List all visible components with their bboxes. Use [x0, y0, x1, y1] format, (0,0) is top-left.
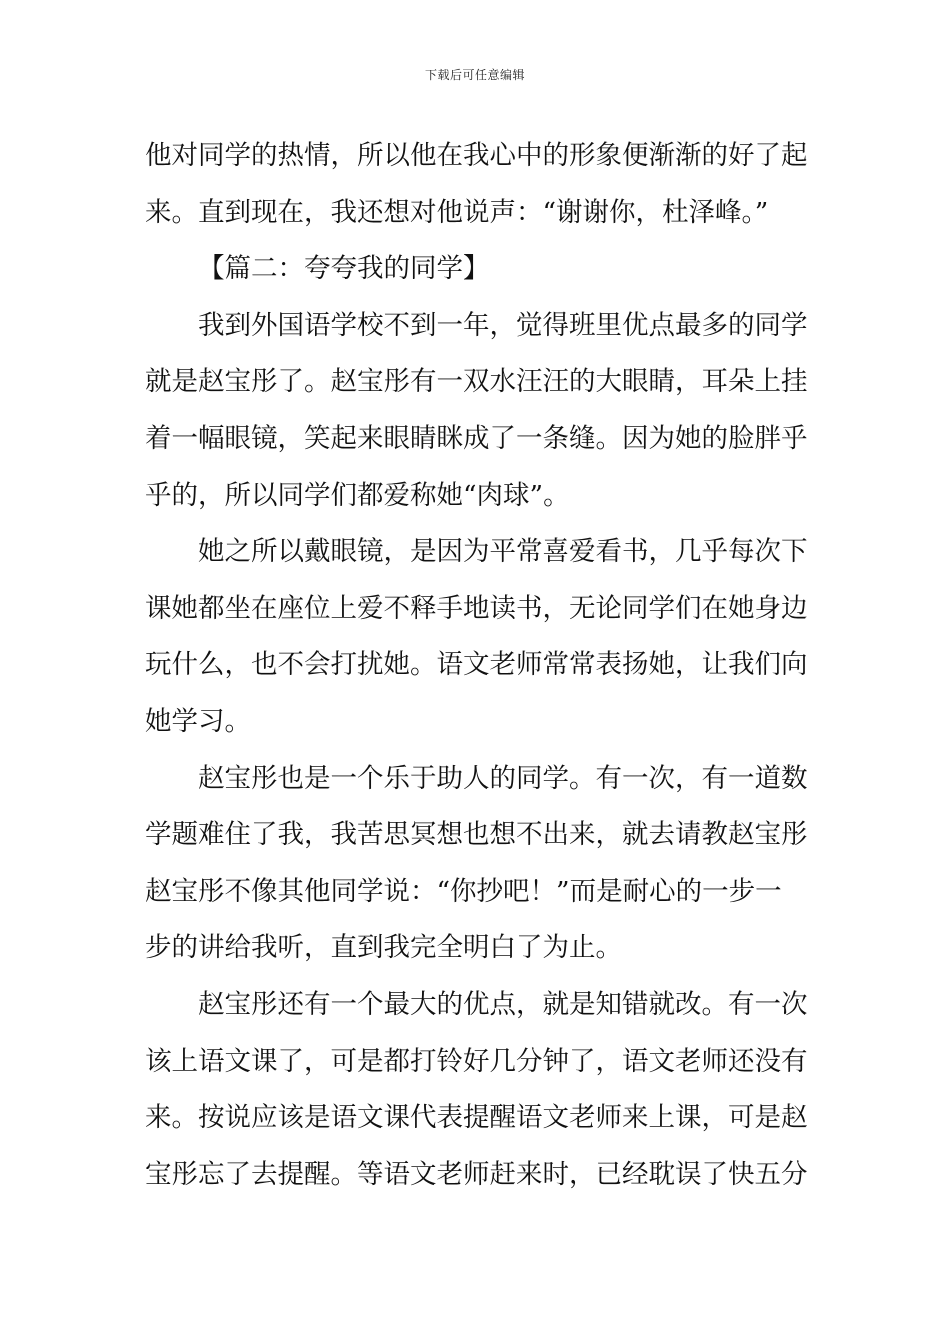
text-line: 就是赵宝彤了。赵宝彤有一双水汪汪的大眼睛，耳朵上挂 [145, 366, 808, 398]
text-line: 她学习。 [145, 705, 251, 737]
body-text [145, 128, 810, 1203]
text-line: 来。直到现在，我还想对他说声：“谢谢你，杜泽峰。” [145, 196, 769, 228]
text-line: 玩什么，也不会打扰她。语文老师常常表扬她，让我们向 [145, 649, 808, 681]
text-line: 赵宝彤还有一个最大的优点，就是知错就改。有一次 [198, 988, 808, 1020]
text-line: 她之所以戴眼镜，是因为平常喜爱看书，几乎每次下 [198, 536, 808, 568]
text-line: 来。按说应该是语文课代表提醒语文老师来上课，可是赵 [145, 1102, 808, 1134]
page-header: 下载后可任意编辑 [424, 68, 525, 82]
text-line: 赵宝彤不像其他同学说：“你抄吧！”而是耐心的一步一 [145, 875, 782, 907]
text-line: 着一幅眼镜，笑起来眼睛眯成了一条缝。因为她的脸胖乎 [145, 422, 808, 454]
text-line: 宝彤忘了去提醒。等语文老师赶来时，已经耽误了快五分 [145, 1158, 808, 1190]
text-line: 步的讲给我听，直到我完全明白了为止。 [145, 932, 622, 964]
text-line: 我到外国语学校不到一年，觉得班里优点最多的同学 [198, 309, 808, 341]
text-line: 他对同学的热情，所以他在我心中的形象便渐渐的好了起 [145, 140, 808, 171]
text-line: 课她都坐在座位上爱不释手地读书，无论同学们在她身边 [145, 592, 808, 624]
text-line: 学题难住了我，我苦思冥想也想不出来，就去请教赵宝彤 [145, 819, 808, 851]
text-line: 乎的，所以同学们都爱称她“肉球”。 [145, 479, 570, 511]
text-line: 该上语文课了，可是都打铃好几分钟了，语文老师还没有 [145, 1045, 808, 1077]
section-title: 【篇二：夸夸我的同学】 [198, 253, 490, 285]
text-line: 赵宝彤也是一个乐于助人的同学。有一次，有一道数 [198, 762, 808, 794]
